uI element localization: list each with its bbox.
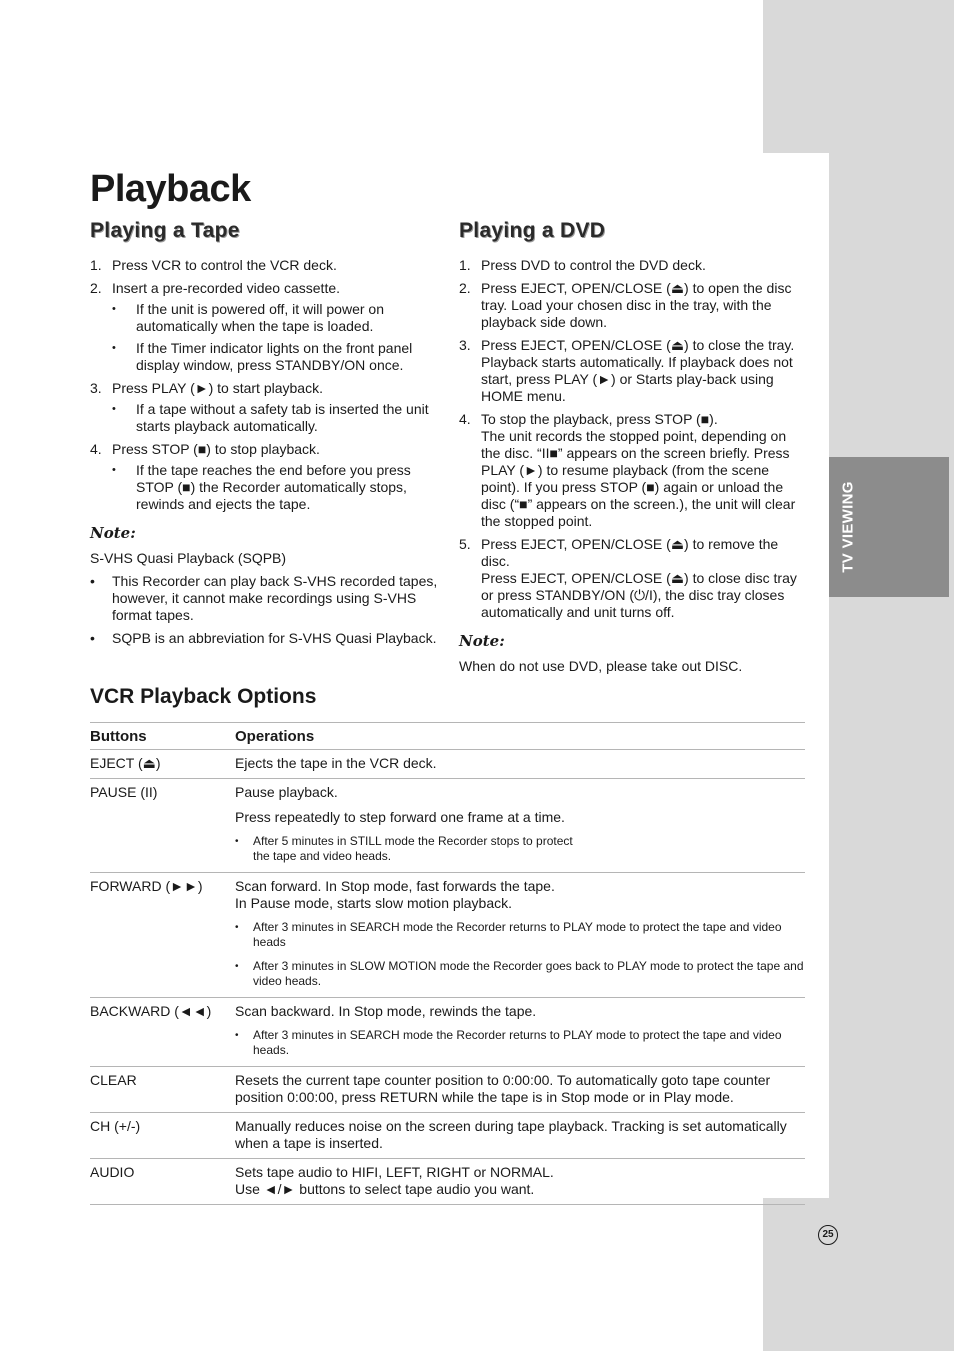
- step-number: 5.: [459, 536, 471, 552]
- tape-note-list: [90, 573, 440, 647]
- step-bullet: • If the unit is powered off, it will power on automatically when the tape is loaded.: [112, 301, 440, 335]
- operation-bullet: • After 5 minutes in STILL mode the Recorder stops to protect the tape and video heads.: [235, 834, 805, 864]
- vcr-options-heading: VCR Playback Options: [90, 685, 317, 708]
- section-tab-label: TV VIEWING: [839, 481, 857, 573]
- step-text: To stop the playback, press STOP (■). The unit records the stopped point, depending on the disc. “II■” appears on the screen briefly. Press PLAY (►) to resume playback (from the scene point). If you press STOP (■) again or unload the disc (“■” appears on the screen.), the unit will clear the stopped point.: [481, 411, 796, 529]
- button-cell: CH (+/-): [90, 1113, 235, 1159]
- operation-bullet: • After 3 minutes in SEARCH mode the Recorder returns to PLAY mode to protect the tape and video heads: [235, 920, 805, 950]
- operation-text: Press repeatedly to step forward one frame at a time.: [235, 809, 565, 825]
- operation-bullets: [235, 1028, 805, 1058]
- step-text: Press PLAY (►) to start playback.: [112, 380, 323, 396]
- page-number: 25: [818, 1225, 838, 1245]
- tape-step: [90, 280, 440, 374]
- operation-cell: [235, 1159, 805, 1205]
- vcr-options-table: [90, 722, 805, 1205]
- dvd-step: [459, 257, 809, 274]
- button-cell: BACKWARD (◄◄): [90, 998, 235, 1067]
- step-text: Press EJECT, OPEN/CLOSE (⏏) to remove the disc. Press EJECT, OPEN/CLOSE (⏏) to close disc tray or press STANDBY/ON (⏻/I), the disc tray closes automatically and unit turns off.: [481, 536, 797, 620]
- table-row: [90, 750, 805, 779]
- operation-text: Ejects the tape in the VCR deck.: [235, 755, 437, 771]
- table-row: [90, 1159, 805, 1205]
- dvd-step: [459, 536, 809, 621]
- table-header-row: [90, 723, 805, 750]
- step-number: 1.: [459, 257, 471, 273]
- step-text: Press EJECT, OPEN/CLOSE (⏏) to close the tray. Playback starts automatically. If playback does not start, press PLAY (►) or Starts play-back using HOME menu.: [481, 337, 795, 404]
- dvd-step: [459, 411, 809, 530]
- operation-cell: [235, 998, 805, 1067]
- step-number: 4.: [90, 441, 102, 457]
- note-item: • SQPB is an abbreviation for S-VHS Quasi Playback.: [90, 630, 440, 647]
- table-row: [90, 779, 805, 873]
- note-item: • This Recorder can play back S-VHS recorded tapes, however, it cannot make recordings using S-VHS format tapes.: [90, 573, 440, 624]
- step-number: 2.: [90, 280, 102, 296]
- margin-band-top: [763, 0, 954, 153]
- step-bullets: [112, 301, 440, 374]
- tape-step: [90, 257, 440, 274]
- operation-text: Scan backward. In Stop mode, rewinds the tape.: [235, 1003, 537, 1019]
- button-cell: EJECT (⏏): [90, 750, 235, 779]
- tape-note-heading: Note:: [90, 524, 136, 542]
- step-text: Press EJECT, OPEN/CLOSE (⏏) to open the disc tray. Load your chosen disc in the tray, with the playback side down.: [481, 280, 792, 330]
- dvd-step: [459, 337, 809, 405]
- step-bullets: [112, 462, 440, 513]
- tape-step: [90, 441, 440, 513]
- column-header-operations: Operations: [235, 723, 805, 750]
- operation-cell: [235, 873, 805, 998]
- operation-text: Resets the current tape counter position to 0:00:00. To automatically goto tape counter position 0:00:00, press RETURN while the tape is in Stop mode or in Play mode.: [235, 1072, 771, 1105]
- step-bullet: • If the tape reaches the end before you press STOP (■) the Recorder automatically stops, rewinds and ejects the tape.: [112, 462, 440, 513]
- operation-text: Scan forward. In Stop mode, fast forwards the tape. In Pause mode, starts slow motion playback.: [235, 878, 555, 911]
- operation-bullets: [235, 920, 805, 989]
- column-header-buttons: Buttons: [90, 723, 235, 750]
- dvd-step: [459, 280, 809, 331]
- dvd-note-heading: Note:: [459, 632, 505, 650]
- button-cell: AUDIO: [90, 1159, 235, 1205]
- table-row: [90, 998, 805, 1067]
- step-bullet: • If a tape without a safety tab is inserted the unit starts playback automatically.: [112, 401, 440, 435]
- operation-bullet: • After 3 minutes in SEARCH mode the Recorder returns to PLAY mode to protect the tape and video heads.: [235, 1028, 805, 1058]
- table-row: [90, 873, 805, 998]
- step-text: Press STOP (■) to stop playback.: [112, 441, 320, 457]
- margin-band-right: [829, 153, 954, 1198]
- playing-tape-heading: Playing a Tape: [90, 219, 240, 242]
- step-number: 3.: [90, 380, 102, 396]
- playing-dvd-section: [459, 219, 809, 681]
- tape-steps-list: [90, 257, 440, 513]
- button-cell: PAUSE (II): [90, 779, 235, 873]
- operation-text: Manually reduces noise on the screen during tape playback. Tracking is set automatically when a tape is inserted.: [235, 1118, 787, 1151]
- operation-text: Pause playback.: [235, 784, 338, 800]
- tape-note-intro: S-VHS Quasi Playback (SQPB): [90, 550, 287, 566]
- step-text: Press DVD to control the DVD deck.: [481, 257, 706, 273]
- playing-dvd-heading: Playing a DVD: [459, 219, 606, 242]
- step-text: Insert a pre-recorded video cassette.: [112, 280, 341, 296]
- step-text: Press VCR to control the VCR deck.: [112, 257, 337, 273]
- dvd-note-text: When do not use DVD, please take out DISC.: [459, 658, 743, 674]
- tape-step: [90, 380, 440, 435]
- vcr-options-rows: [90, 750, 805, 1205]
- button-cell: CLEAR: [90, 1067, 235, 1113]
- table-row: [90, 1113, 805, 1159]
- page-title: Playback: [90, 168, 251, 210]
- operation-text: Sets tape audio to HIFI, LEFT, RIGHT or NORMAL. Use ◄/► buttons to select tape audio you want.: [235, 1164, 554, 1197]
- margin-band-bottom: [763, 1198, 954, 1351]
- step-bullets: [112, 401, 440, 435]
- dvd-steps-list: [459, 257, 809, 621]
- step-number: 2.: [459, 280, 471, 296]
- operation-cell: [235, 779, 805, 873]
- operation-bullets: [235, 834, 805, 864]
- operation-cell: [235, 750, 805, 779]
- playing-tape-section: [90, 219, 440, 653]
- operation-cell: [235, 1067, 805, 1113]
- step-number: 4.: [459, 411, 471, 427]
- step-bullet: • If the Timer indicator lights on the front panel display window, press STANDBY/ON once.: [112, 340, 440, 374]
- step-number: 3.: [459, 337, 471, 353]
- button-cell: FORWARD (►►): [90, 873, 235, 998]
- table-row: [90, 1067, 805, 1113]
- step-number: 1.: [90, 257, 102, 273]
- operation-bullet: • After 3 minutes in SLOW MOTION mode the Recorder goes back to PLAY mode to protect the tape and video heads.: [235, 959, 805, 989]
- operation-cell: [235, 1113, 805, 1159]
